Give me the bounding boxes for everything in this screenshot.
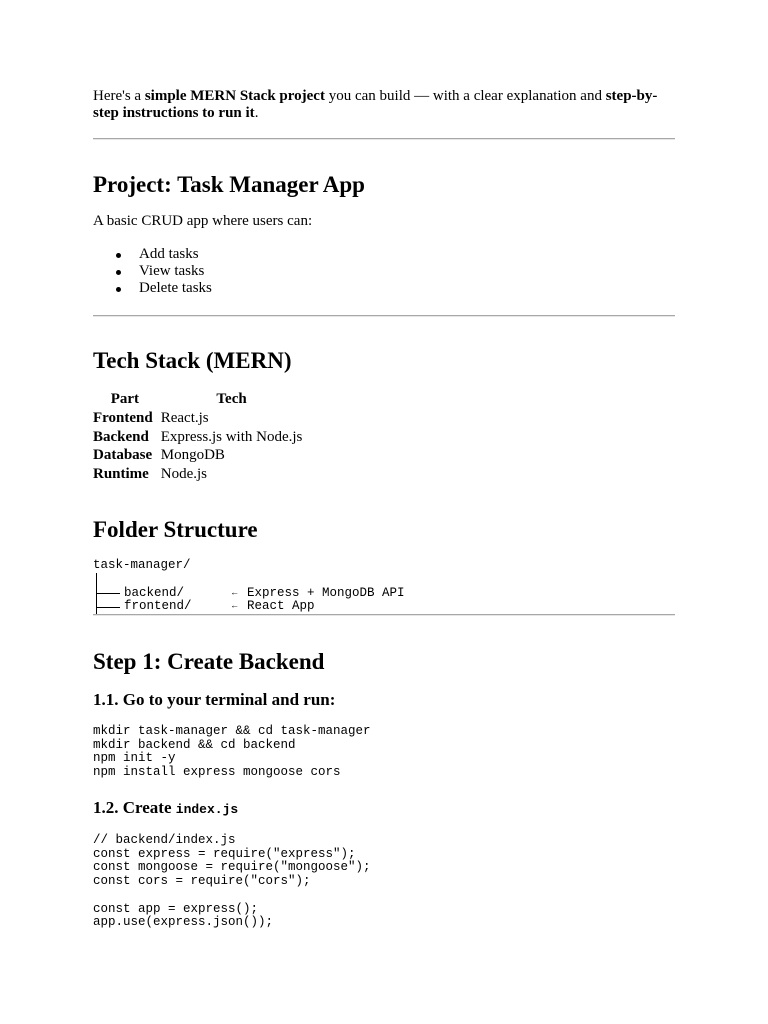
table-row: [93, 428, 306, 447]
column-header-part: Part: [110, 391, 140, 407]
step1-heading: Step 1: Create Backend: [93, 649, 325, 674]
bullet-icon: [116, 253, 121, 258]
left-arrow-icon: ←: [232, 601, 238, 611]
divider: [93, 614, 675, 616]
intro-bold-project: simple MERN Stack project: [144, 88, 325, 104]
tree-entry-name: frontend/: [124, 599, 192, 613]
intro-paragraph: [93, 88, 668, 121]
project-description: A basic CRUD app where users can:: [93, 213, 313, 229]
intro-bold-instructions: step-by-step instructions to run it: [93, 88, 658, 121]
part-cell: Database: [93, 447, 153, 463]
column-header-tech: Tech: [216, 391, 247, 407]
tech-cell: MongoDB: [160, 447, 225, 463]
table-header-row: [93, 390, 306, 409]
divider: [93, 315, 675, 317]
project-heading: Project: Task Manager App: [93, 172, 365, 197]
tree-connector: [96, 593, 120, 594]
tech-cell: React.js: [160, 410, 209, 426]
part-cell: Runtime: [93, 465, 149, 482]
folder-structure-heading: Folder Structure: [93, 517, 258, 542]
intro-suffix: .: [254, 104, 259, 121]
index-js-code-block: // backend/index.js const express = require("express"); const mongoose = require("mongoose"); const cors = require("cors"); const app = express(); app.use(express.json());: [93, 833, 371, 930]
tree-connector: [96, 607, 120, 608]
tech-stack-heading: Tech Stack (MERN): [93, 348, 292, 373]
list-item: [93, 246, 212, 263]
bullet-icon: [116, 287, 121, 292]
tree-connector: [96, 573, 97, 615]
left-arrow-icon: ←: [232, 588, 238, 598]
step1-2-heading: [93, 798, 238, 820]
bullet-icon: [116, 270, 121, 275]
tech-stack-table: [93, 390, 306, 483]
feature-label: Add tasks: [139, 246, 199, 262]
tech-cell: Express.js with Node.js: [160, 428, 303, 445]
terminal-code-block: mkdir task-manager && cd task-manager mkdir backend && cd backend npm init -y npm install express mongoose cors: [93, 724, 371, 780]
feature-list: [93, 246, 212, 297]
table-row: [93, 409, 306, 428]
filename-code: index.js: [175, 802, 239, 817]
intro-middle: you can build — with a clear explanation and: [324, 88, 606, 104]
part-cell: Frontend: [93, 410, 153, 426]
divider: [93, 138, 675, 140]
step1-1-heading: 1.1. Go to your terminal and run:: [93, 690, 336, 709]
intro-prefix: Here's a: [93, 88, 145, 104]
list-item: [93, 263, 212, 280]
part-cell: Backend: [93, 428, 149, 445]
heading-prefix: 1.2. Create: [93, 798, 176, 817]
table-row: [93, 465, 306, 484]
feature-label: Delete tasks: [139, 280, 212, 296]
tree-entry-comment: Express + MongoDB API: [247, 586, 405, 600]
table-row: [93, 446, 306, 465]
tech-cell: Node.js: [160, 465, 207, 482]
tree-entry-name: backend/: [124, 586, 185, 600]
tree-entry-comment: React App: [247, 599, 315, 613]
list-item: [93, 280, 212, 297]
feature-label: View tasks: [139, 263, 205, 279]
tree-root: task-manager/: [93, 558, 191, 572]
